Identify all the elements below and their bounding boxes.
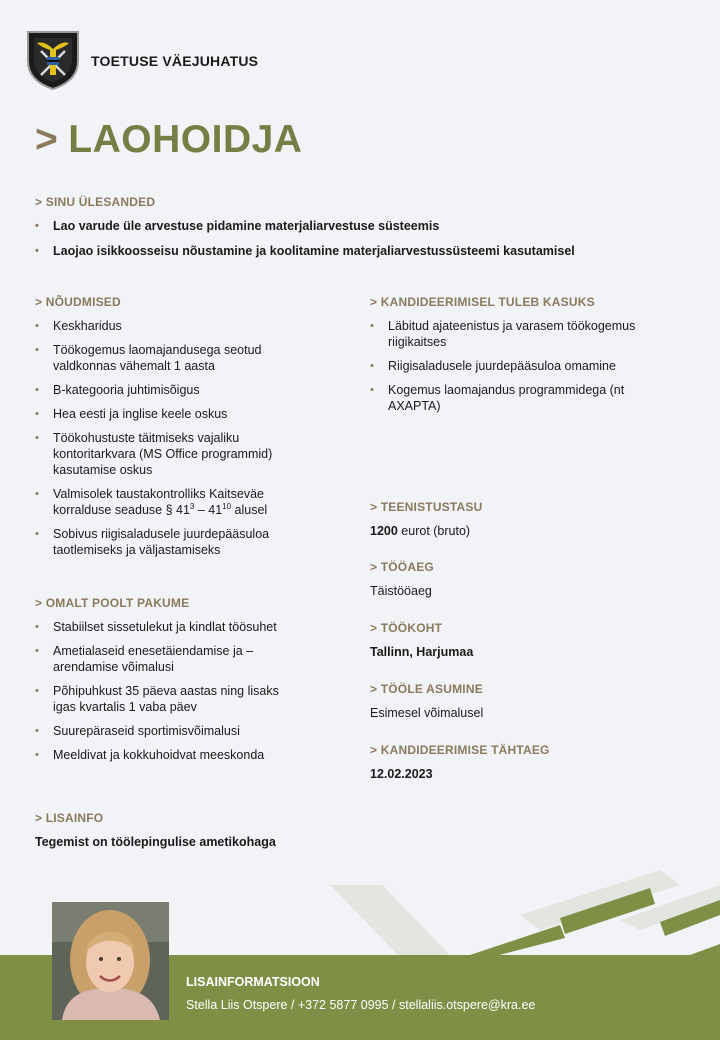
- tasks-list: [35, 218, 675, 268]
- list-item: • Hea eesti ja inglise keele oskus: [35, 406, 303, 422]
- military-emblem-icon: [25, 29, 81, 91]
- list-item: • Sobivus riigisaladusele juurdepääsuloa taotlemiseks ja väljastamiseks: [35, 526, 303, 558]
- start-value: Esimesel võimalusel: [370, 706, 484, 720]
- list-item: • Suurepäraseid sportimisvõimalusi: [35, 723, 303, 739]
- worktime-value: Täistööaeg: [370, 584, 432, 598]
- requirements-heading: > NÕUDMISED: [35, 295, 121, 309]
- start-heading: > TÖÖLE ASUMINE: [370, 682, 483, 696]
- list-item: • Lao varude üle arvestuse pidamine materjaliarvestuse süsteemis: [35, 218, 675, 234]
- offer-list: [35, 619, 303, 771]
- salary-unit: eurot (bruto): [401, 524, 471, 538]
- list-item: • Keskharidus: [35, 318, 303, 334]
- job-title-text: LAOHOIDJA: [68, 118, 303, 161]
- salary-heading: > TEENISTUSTASU: [370, 500, 483, 514]
- extra-value: Tegemist on töölepingulise ametikohaga: [35, 835, 276, 849]
- title-arrow: >: [35, 118, 59, 161]
- list-item: • B-kategooria juhtimisõigus: [35, 382, 303, 398]
- list-item: • Stabiilset sissetulekut ja kindlat töösuhet: [35, 619, 303, 635]
- organization-name: TOETUSE VÄEJUHATUS: [91, 53, 259, 69]
- worktime-heading: > TÖÖAEG: [370, 560, 434, 574]
- list-item: • Laojao isikkoosseisu nõustamine ja koolitamine materjaliarvestussüsteemi kasutamisel: [35, 243, 675, 259]
- list-item: • Meeldivat ja kokkuhoidvat meeskonda: [35, 747, 303, 763]
- location-heading: > TÖÖKOHT: [370, 621, 443, 635]
- list-item: • Töökogemus laomajandusega seotud valdkonnas vähemalt 1 aasta: [35, 342, 303, 374]
- footer-contact: Stella Liis Otspere / +372 5877 0995 / stellaliis.otspere@kra.ee: [186, 998, 536, 1012]
- tasks-heading: > SINU ÜLESANDED: [35, 195, 156, 209]
- deadline-heading: > KANDIDEERIMISE TÄHTAEG: [370, 743, 550, 757]
- list-item: • Töökohustuste täitmiseks vajaliku kontoritarkvara (MS Office programmid) kasutamise oskus: [35, 430, 303, 478]
- extra-heading: > LISAINFO: [35, 811, 104, 825]
- salary-value: [370, 523, 470, 539]
- list-item: • Riigisaladusele juurdepääsuloa omamine: [370, 358, 660, 374]
- list-item: • Läbitud ajateenistus ja varasem töökogemus riigikaitses: [370, 318, 660, 350]
- job-title: [35, 118, 302, 162]
- list-item-background-check: • Valmisolek taustakontrolliks Kaitseväe korralduse seaduse § $41^3 - 41^{10}$ alusel: [35, 486, 303, 518]
- offer-heading: > OMALT POOLT PAKUME: [35, 596, 190, 610]
- deadline-value: 12.02.2023: [370, 767, 433, 781]
- requirements-list: [35, 318, 303, 566]
- salary-amount: 1200: [370, 524, 398, 538]
- list-item: • Kogemus laomajandus programmidega (nt AXAPTA): [370, 382, 660, 414]
- advantages-list: [370, 318, 660, 422]
- footer-heading: LISAINFORMATSIOON: [186, 975, 320, 989]
- list-item: • Põhipuhkust 35 päeva aastas ning lisaks igas kvartalis 1 vaba päev: [35, 683, 303, 715]
- advantages-heading: > KANDIDEERIMISEL TULEB KASUKS: [370, 295, 595, 309]
- list-item: • Ametialaseid enesetäiendamise ja –arendamise võimalusi: [35, 643, 303, 675]
- contact-photo: [52, 902, 169, 1020]
- location-value: Tallinn, Harjumaa: [370, 645, 474, 659]
